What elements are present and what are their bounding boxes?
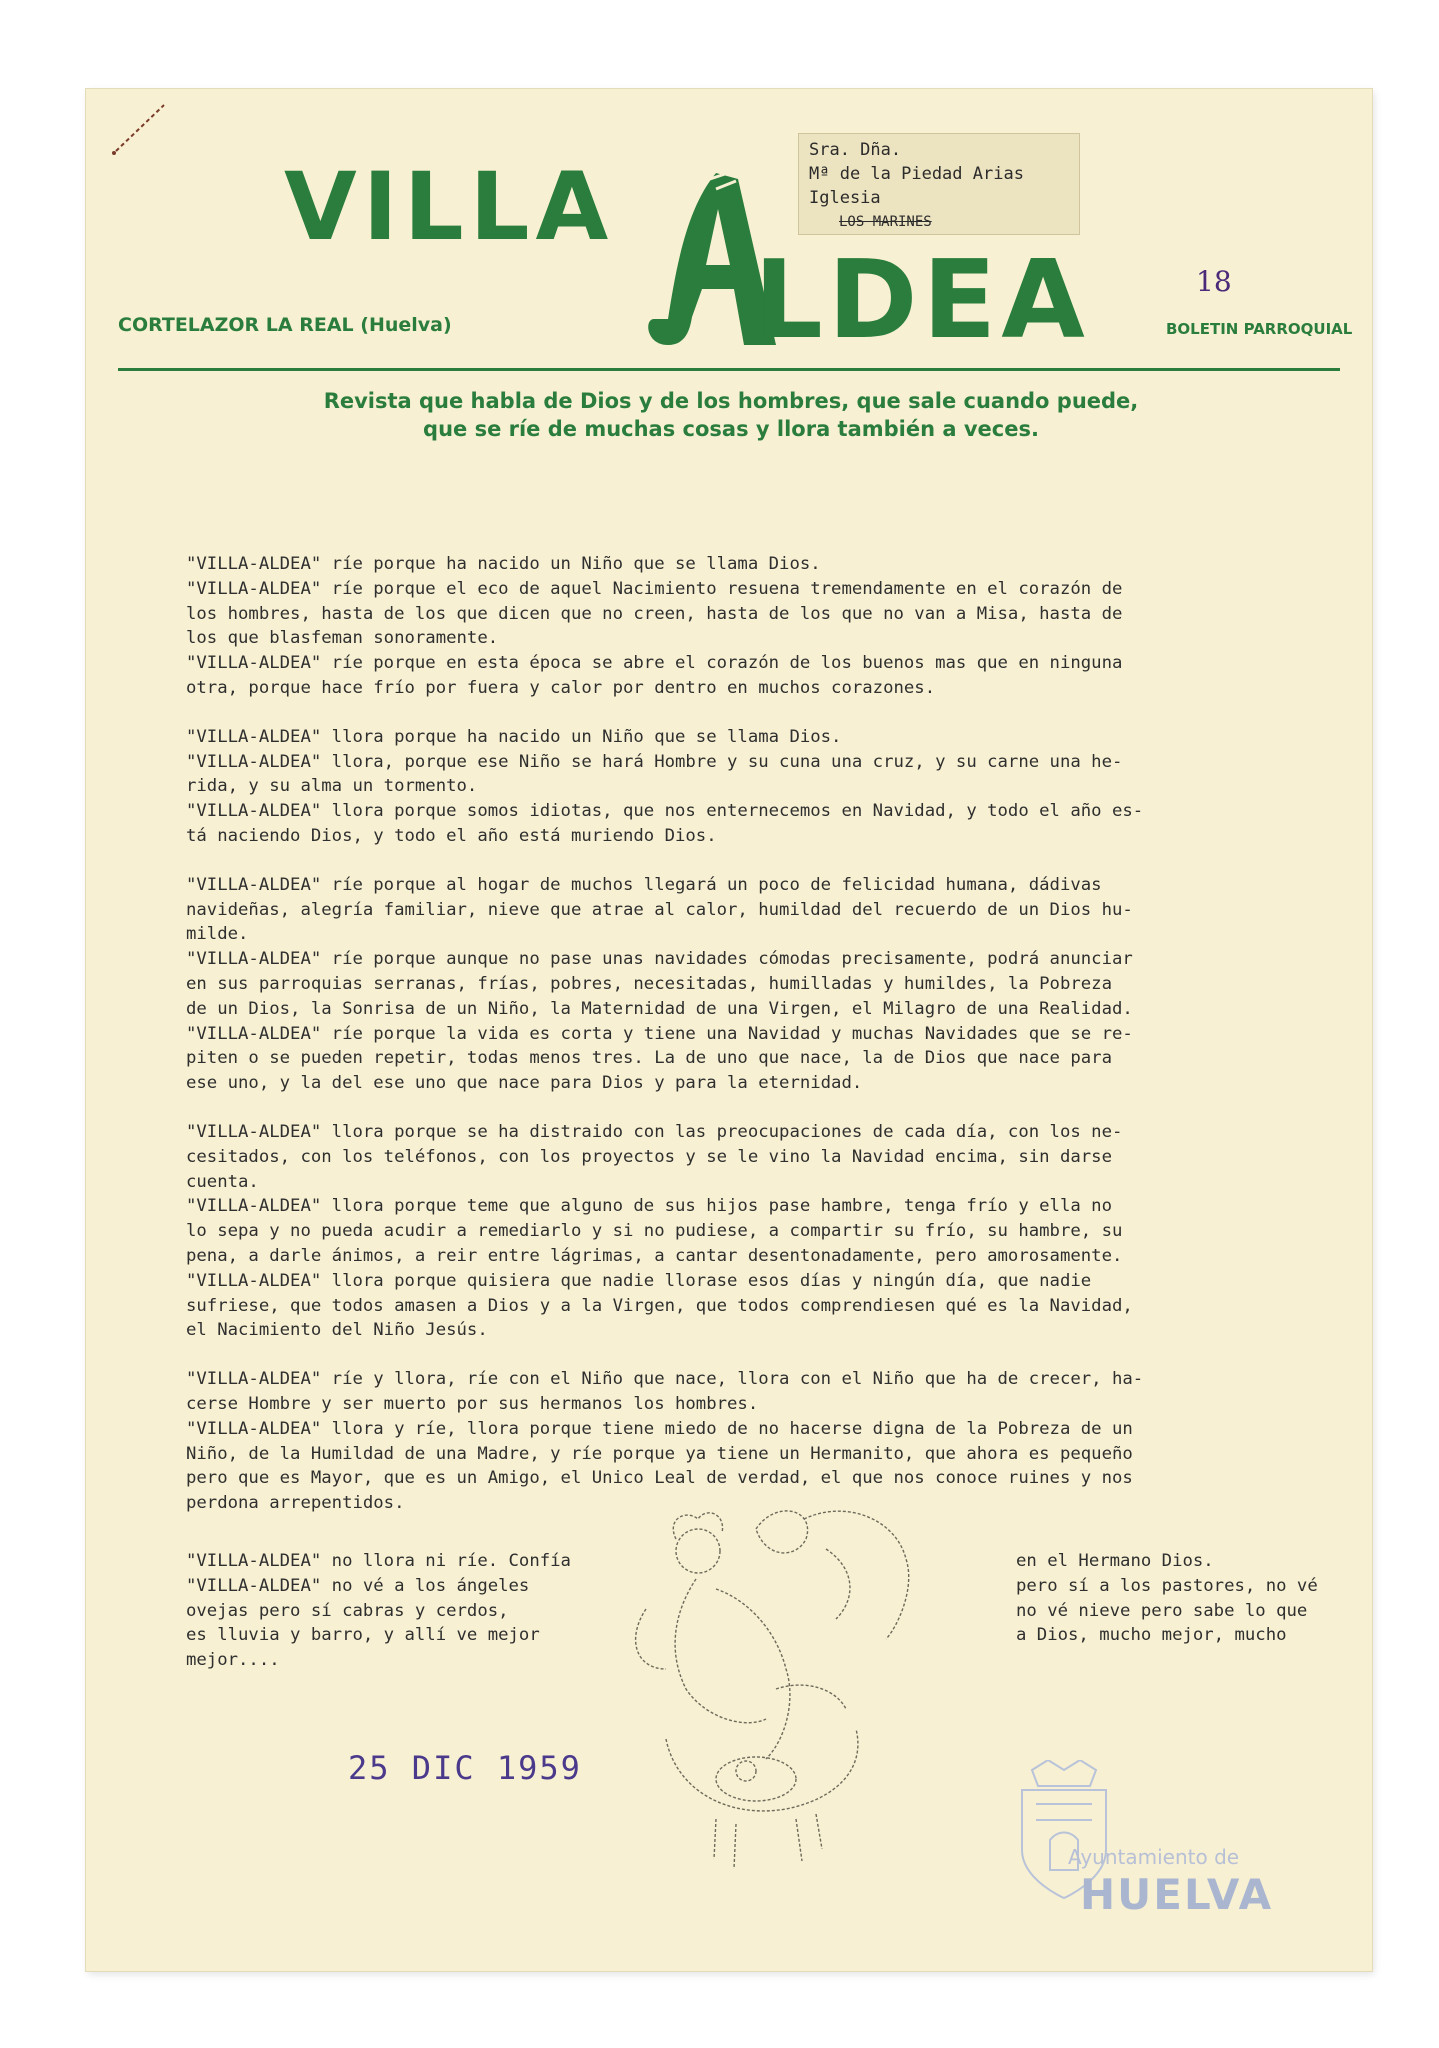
closing-line-left: "VILLA-ALDEA" no vé a los ángeles bbox=[186, 1575, 530, 1596]
watermark-text: Ayuntamiento de bbox=[1068, 1845, 1240, 1869]
body-line: pero que es Mayor, que es un Amigo, el Unico Leal de verdad, el que nos conoce ruines y nos bbox=[186, 1468, 1133, 1489]
masthead-rule bbox=[118, 368, 1340, 371]
body-line: milde. bbox=[186, 924, 249, 945]
address-line: Sra. Dña. bbox=[809, 140, 902, 160]
body-line: "VILLA-ALDEA" llora porque somos idiotas, que nos enternecemos en Navidad, y todo el año es- bbox=[186, 801, 1144, 822]
address-line: LOS MARINES bbox=[839, 214, 932, 230]
body-line: sufriese, que todos amasen a Dios y a la Virgen, que todos comprendiesen qué es la Navidad, bbox=[186, 1295, 1133, 1316]
document-sheet bbox=[86, 89, 1372, 1971]
masthead-aldea: LDEA bbox=[754, 238, 1090, 363]
closing-line-right: a Dios, mucho mejor, mucho bbox=[1016, 1625, 1287, 1646]
body-line: "VILLA-ALDEA" ríe porque al hogar de muchos llegará un poco de felicidad humana, dádivas bbox=[186, 874, 1102, 895]
date-stamp: 25 DIC 1959 bbox=[348, 1749, 582, 1787]
masthead-villa: VILLA bbox=[284, 153, 615, 262]
tagline bbox=[126, 387, 1336, 443]
body-line: otra, porque hace frío por fuera y calor por dentro en muchos corazones. bbox=[186, 677, 936, 698]
body-line: "VILLA-ALDEA" llora porque quisiera que nadie llorase esos días y ningún día, que nadie bbox=[186, 1270, 1092, 1291]
body-line: Niño, de la Humildad de una Madre, y ríe porque ya tiene un Hermanito, que ahora es pequeño bbox=[186, 1443, 1133, 1464]
closing-line-left: ovejas pero sí cabras y cerdos, bbox=[186, 1600, 509, 1621]
body-line: "VILLA-ALDEA" ríe y llora, ríe con el Niño que nace, llora con el Niño que ha de crecer, ha- bbox=[186, 1369, 1144, 1390]
address-line: Iglesia bbox=[809, 188, 881, 208]
body-line: el Nacimiento del Niño Jesús. bbox=[186, 1320, 488, 1341]
tagline-line-1: Revista que habla de Dios y de los hombres, que sale cuando puede, bbox=[323, 389, 1139, 413]
body-line: "VILLA-ALDEA" ríe porque ha nacido un Niño que se llama Dios. bbox=[186, 554, 821, 574]
closing-line-right: pero sí a los pastores, no vé bbox=[1016, 1575, 1318, 1596]
tagline-line-2: que se ríe de muchas cosas y llora también a veces. bbox=[423, 417, 1039, 441]
closing-line-left: mejor.... bbox=[186, 1650, 280, 1671]
watermark-city: HUELVA bbox=[1080, 1870, 1274, 1919]
body-line: ese uno, y la del ese uno que nace para Dios y para la eternidad. bbox=[186, 1073, 863, 1094]
closing-line-right: no vé nieve pero sabe lo que bbox=[1016, 1600, 1308, 1621]
closing-line-right: en el Hermano Dios. bbox=[1016, 1551, 1214, 1571]
address-label bbox=[798, 133, 1080, 235]
body-paragraph bbox=[186, 1120, 1326, 1343]
body-line: "VILLA-ALDEA" llora porque teme que alguno de sus hijos pase hambre, tenga frío y ella no bbox=[186, 1196, 1112, 1217]
closing-line-left: es lluvia y barro, y allí ve mejor bbox=[186, 1625, 540, 1646]
body-paragraph bbox=[186, 873, 1326, 1096]
body-line: los que blasfeman sonoramente. bbox=[186, 628, 499, 649]
body-line: perdona arrepentidos. bbox=[186, 1493, 405, 1514]
body-line: "VILLA-ALDEA" llora porque ha nacido un Niño que se llama Dios. bbox=[186, 726, 842, 747]
body-line: navideñas, alegría familiar, nieve que atrae al calor, humildad del recuerdo de un Dios hu- bbox=[186, 899, 1133, 920]
body-line: piten o se pueden repetir, todas menos tres. La de uno que nace, la de Dios que nace para bbox=[186, 1048, 1112, 1069]
body-paragraph bbox=[186, 552, 1326, 701]
nativity-drawing-icon bbox=[606, 1489, 936, 1889]
issue-number: 18 bbox=[1196, 265, 1232, 298]
body-line: tá naciendo Dios, y todo el año está muriendo Dios. bbox=[186, 825, 717, 846]
body-text bbox=[186, 552, 1326, 1540]
body-paragraph bbox=[186, 725, 1326, 849]
body-line: cuenta. bbox=[186, 1171, 259, 1192]
body-line: "VILLA-ALDEA" llora porque se ha distraido con las preocupaciones de cada día, con los ne- bbox=[186, 1121, 1123, 1142]
body-line: en sus parroquias serranas, frías, pobres, necesitadas, humilladas y humildes, la Pobreza bbox=[186, 973, 1112, 994]
body-line: cerse Hombre y ser muerto por sus hermanos los hombres. bbox=[186, 1393, 759, 1414]
body-line: lo sepa y no pueda acudir a remediarlo y si no pudiese, a compartir su frío, su hambre, su bbox=[186, 1221, 1123, 1242]
address-line: Mª de la Piedad Arias bbox=[809, 164, 1024, 184]
body-line: "VILLA-ALDEA" ríe porque la vida es corta y tiene una Navidad y muchas Navidades que se re- bbox=[186, 1023, 1133, 1044]
closing-line-left: "VILLA-ALDEA" no llora ni ríe. Confía bbox=[186, 1551, 571, 1571]
body-line: cesitados, con los teléfonos, con los proyectos y se le vino la Navidad encima, sin darse bbox=[186, 1146, 1112, 1167]
body-line: pena, a darle ánimos, a reir entre lágrimas, a cantar desentonadamente, pero amorosamente. bbox=[186, 1245, 1123, 1266]
body-line: de un Dios, la Sonrisa de un Niño, la Maternidad de una Virgen, el Milagro de una Realidad. bbox=[186, 998, 1133, 1019]
body-line: "VILLA-ALDEA" ríe porque el eco de aquel Nacimiento resuena tremendamente en el corazón de bbox=[186, 578, 1123, 599]
masthead-place: CORTELAZOR LA REAL (Huelva) bbox=[118, 314, 452, 336]
masthead-boletin: BOLETIN PARROQUIAL bbox=[1166, 320, 1353, 338]
body-line: "VILLA-ALDEA" ríe porque aunque no pase unas navidades cómodas precisamente, podrá anunciar bbox=[186, 949, 1133, 970]
body-line: rida, y su alma un tormento. bbox=[186, 776, 478, 797]
body-line: "VILLA-ALDEA" ríe porque en esta época se abre el corazón de los buenos mas que en ninguna bbox=[186, 653, 1123, 674]
body-line: "VILLA-ALDEA" llora, porque ese Niño se hará Hombre y su cuna una cruz, y su carne una he- bbox=[186, 751, 1123, 772]
body-line: los hombres, hasta de los que dicen que no creen, hasta de los que no van a Misa, hasta de bbox=[186, 603, 1123, 624]
body-line: "VILLA-ALDEA" llora y ríe, llora porque tiene miedo de no hacerse digna de la Pobreza de un bbox=[186, 1418, 1133, 1439]
pen-mark-icon bbox=[106, 99, 176, 159]
